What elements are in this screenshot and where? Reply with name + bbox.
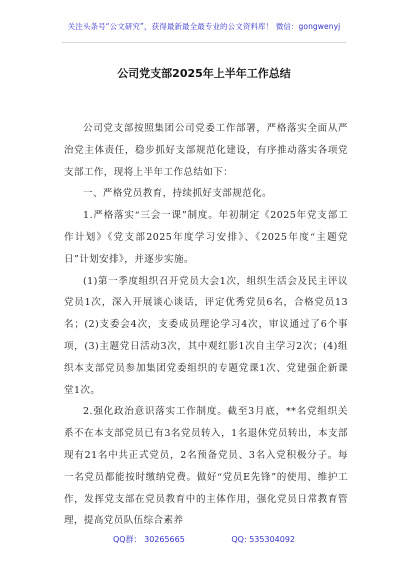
body-paragraph: 2.强化政治意识落实工作制度。截至3月底，**名党组织关系不在本支部党员已有3名党员转入，1名退休党员转出，本支部现有21名中共正式党员，2名预备党员、3名入党积极分子。每一名党员都能按时缴纳党费。做好“党员E先锋”的使用、维护工作，发挥党支部在党员教育中的主体作用，强化党员日常教育管理，提高党员队伍综合素养 <box>64 406 348 527</box>
document-title: 公司党支部2025年上半年工作总结 <box>117 67 291 80</box>
footer-qq-group: QQ群： 30265665 <box>112 535 185 544</box>
header-promo: 关注头条号“公文研究”，获得最新最全最专业的公文资料库！ 微信：gongwenyj <box>67 22 341 31</box>
body-paragraph: 1.严格落实“三会一课”制度。年初制定《2025年党支部工作计划》《党支部2025年度学习安排》、《2025年度“主题党日”计划安排》，并逐步实施。 <box>64 210 348 265</box>
document-body <box>64 118 348 532</box>
header-divider <box>62 42 346 43</box>
body-paragraph: (1)第一季度组织召开党员大会1次，组织生活会及民主评议党员1次，深入开展谈心谈话，评定优秀党员6名，合格党员13名；(2)支委会4次，支委成员理论学习4次，审议通过了6个事项，(3)主题党日活动3次，其中观红影1次自主学习2次；(4)组织本支部党员参加集团党委组织的专题党课1次、党建强企新课堂1次。 <box>64 275 348 396</box>
footer-qq: QQ: 535304092 <box>231 535 296 544</box>
footer-contact <box>0 534 408 545</box>
section-heading: 一、严格党员教育，持续抓好支部规范化。 <box>83 188 273 200</box>
intro-paragraph: 公司党支部按照集团公司党委工作部署，严格落实全面从严治党主体责任，稳步抓好支部规范化建设，有序推动落实各项党支部工作，现将上半年工作总结如下： <box>64 123 348 178</box>
